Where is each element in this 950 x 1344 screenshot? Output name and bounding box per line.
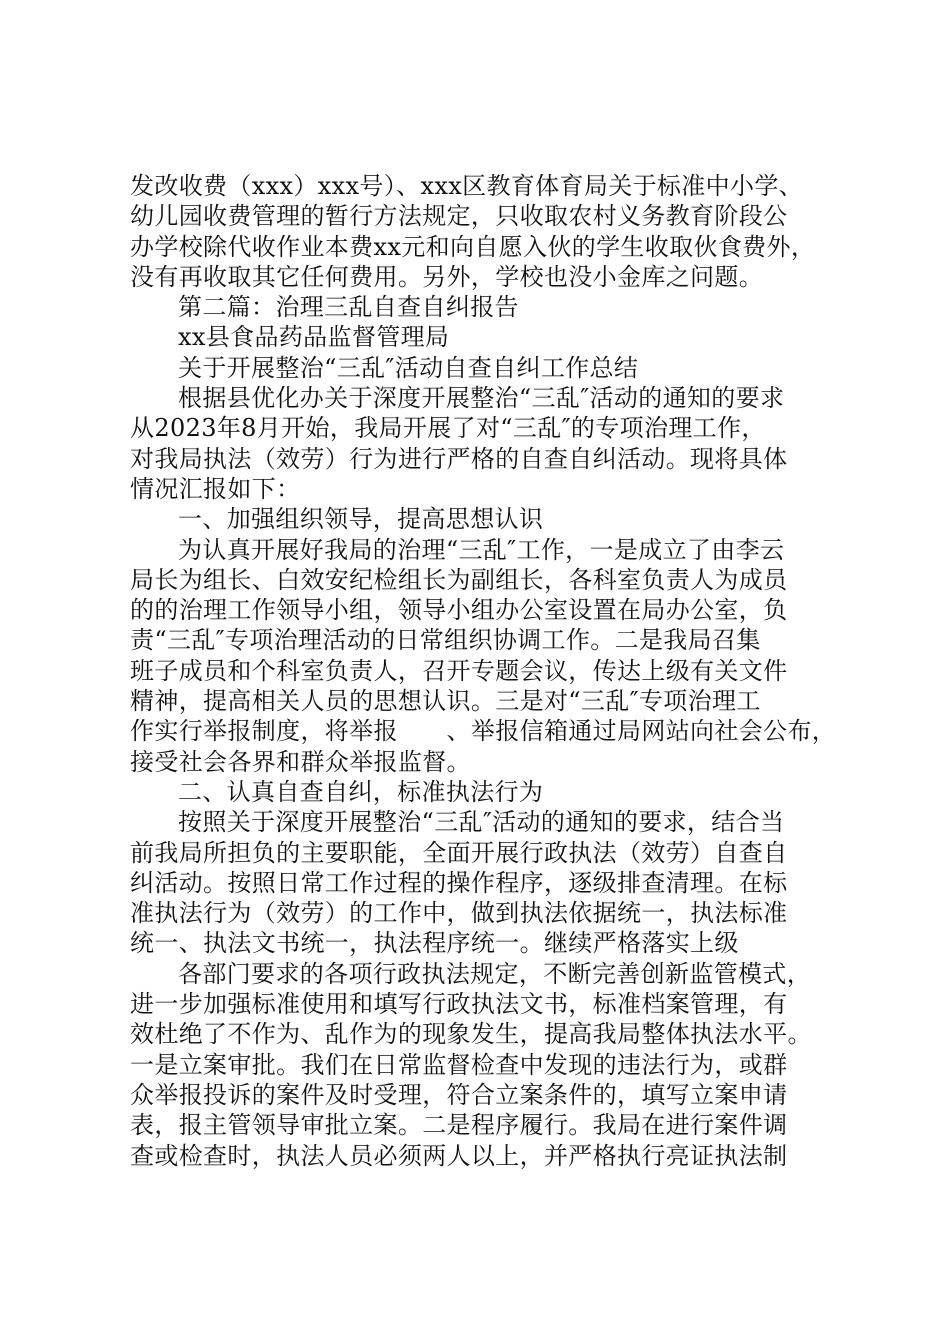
text-line: 前我局所担负的主要职能，全面开展行政执法（效劳）自查自: [130, 838, 788, 867]
text-line: 第二篇：治理三乱自查自纠报告: [178, 293, 519, 322]
text-line: 准执法行为（效劳）的工作中，做到执法依据统一，执法标准: [130, 899, 788, 928]
text-line: 接受社会各界和群众举报监督。: [130, 747, 471, 776]
text-line: 情况汇报如下：: [130, 474, 301, 503]
text-line: 幼儿园收费管理的暂行方法规定，只收取农村义务教育阶段公: [130, 202, 788, 231]
text-line: 没有再收取其它任何费用。另外，学校也没小金库之问题。: [130, 262, 764, 291]
text-line: xx县食品药品监督管理局: [178, 323, 450, 352]
text-line: 一、加强组织领导，提高思想认识: [178, 505, 544, 534]
text-line: 精神，提高相关人员的思想认识。三是对“三乱″专项治理工: [130, 687, 761, 716]
text-line: 效杜绝了不作为、乱作为的现象发生，提高我局整体执法水平。: [130, 1020, 812, 1049]
text-line: 办学校除代收作业本费xx元和向自愿入伙的学生收取伙食费外，: [130, 232, 816, 261]
text-line: 从2023年8月开始，我局开展了对“三乱″的专项治理工作，: [130, 414, 766, 443]
text-line: 统一、执法文书统一，执法程序统一。继续严格落实上级: [130, 929, 739, 958]
text-line: 查或检查时，执法人员必须两人以上，并严格执行亮证执法制: [130, 1141, 788, 1170]
document-body: [130, 171, 837, 1171]
text-line: 为认真开展好我局的治理“三乱″工作，一是成立了由李云: [178, 535, 785, 564]
text-line: 进一步加强标准使用和填写行政执法文书，标准档案管理，有: [130, 990, 788, 1019]
text-line: 班子成员和个科室负责人，召开专题会议，传达上级有关文件: [130, 656, 788, 685]
text-line: 发改收费（xxx）xxx号）、xxx区教育体育局关于标准中小学、: [130, 172, 804, 200]
text-line: 对我局执法（效劳）行为进行严格的自查自纠活动。现将具体: [130, 444, 788, 473]
text-line: 责“三乱″专项治理活动的日常组织协调工作。二是我局召集: [130, 626, 761, 655]
text-line: 作实行举报制度，将举报 、举报信箱通过局网站向社会公布，: [130, 717, 837, 746]
text-line: 的的治理工作领导小组，领导小组办公室设置在局办公室，负: [130, 596, 788, 625]
text-line: 局长为组长、白效安纪检组长为副组长，各科室负责人为成员: [130, 565, 788, 594]
text-line: 关于开展整治“三乱″活动自查自纠工作总结: [178, 353, 639, 382]
text-line: 二、认真自查自纠，标准执法行为: [178, 777, 544, 806]
text-line: 纠活动。按照日常工作过程的操作程序，逐级排查清理。在标: [130, 868, 788, 897]
text-line: 按照关于深度开展整治“三乱″活动的通知的要求，结合当: [178, 808, 785, 837]
text-line: 根据县优化办关于深度开展整治“三乱″活动的通知的要求: [178, 384, 785, 413]
text-line: 各部门要求的各项行政执法规定，不断完善创新监管模式，: [178, 959, 812, 988]
text-line: 众举报投诉的案件及时受理，符合立案条件的，填写立案申请: [130, 1080, 788, 1109]
text-line: 一是立案审批。我们在日常监督检查中发现的违法行为，或群: [130, 1050, 788, 1079]
text-line: 表，报主管领导审批立案。二是程序履行。我局在进行案件调: [130, 1111, 788, 1140]
